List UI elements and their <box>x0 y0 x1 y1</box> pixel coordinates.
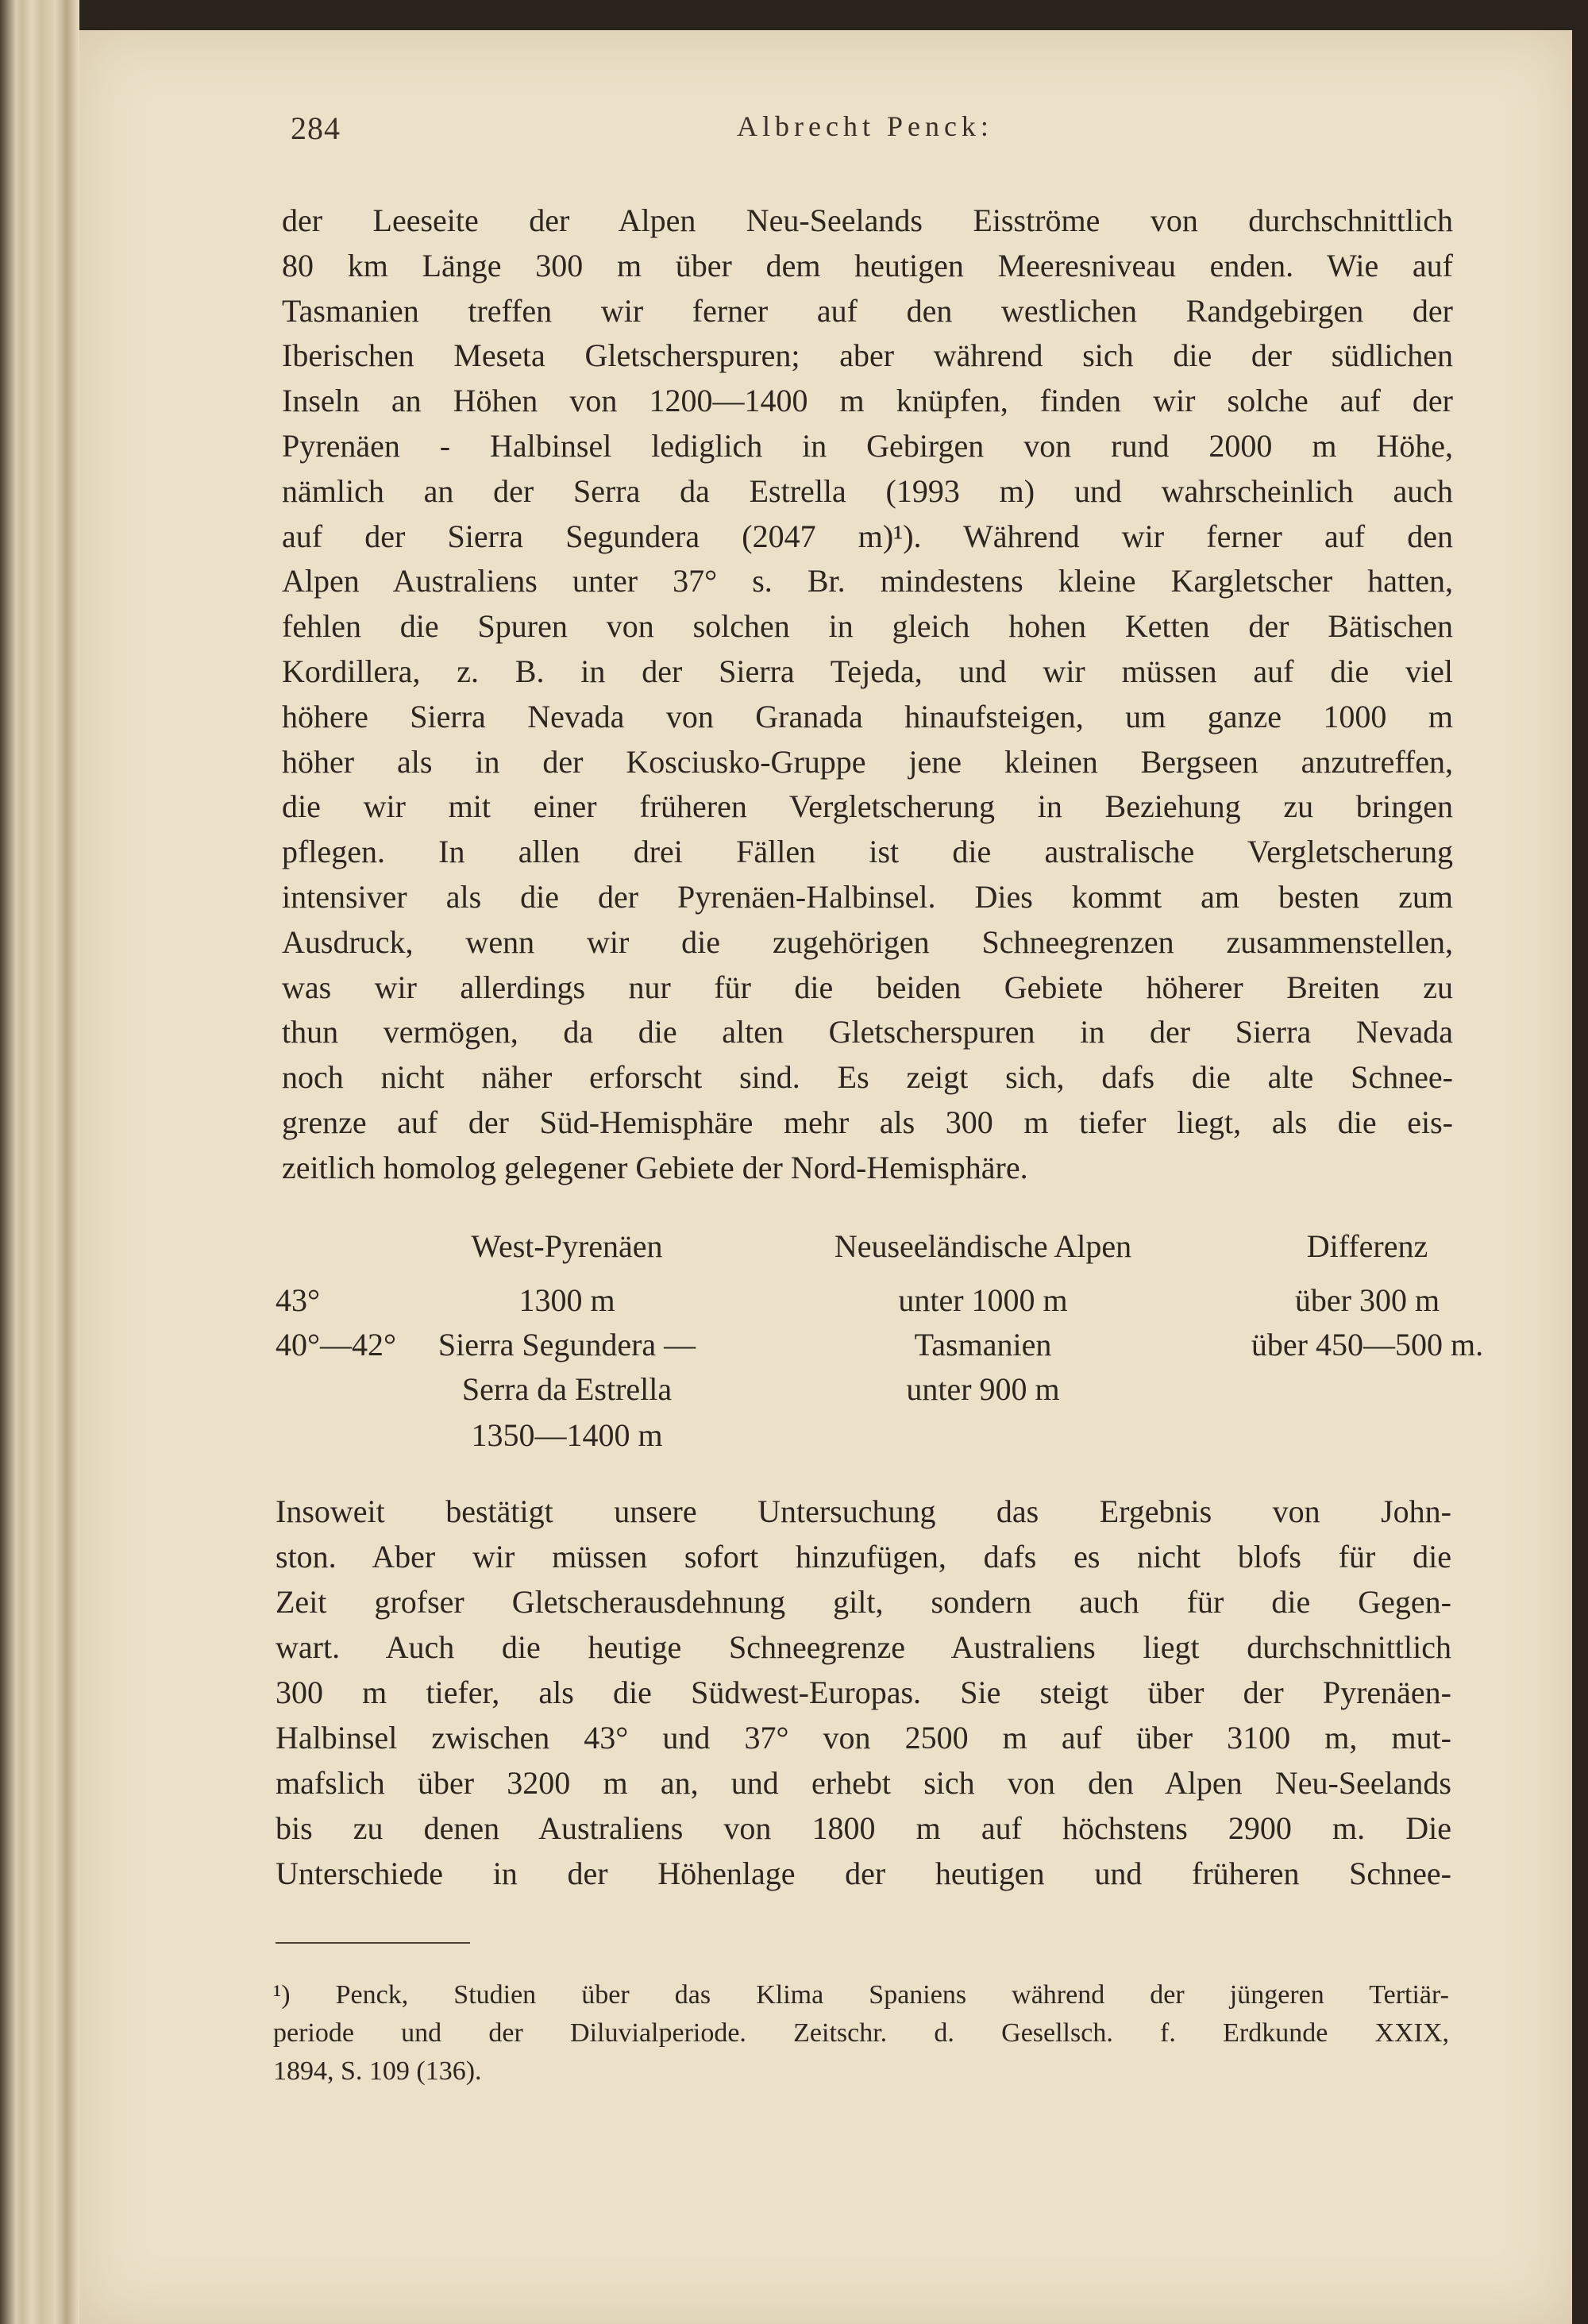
paragraph-1 <box>282 198 1453 1191</box>
footnote-line: periode und der Diluvialperiode. Zeitschr. d. Gesellsch. f. Erdkunde XXIX, <box>273 2018 1449 2048</box>
book-page-edges <box>0 0 79 2324</box>
footnote-divider <box>276 1942 470 1944</box>
footnote-block <box>273 1976 1449 2091</box>
text-line: die wir mit einer früheren Vergletscherung in Beziehung zu bringen <box>282 788 1453 825</box>
table-cell-new-zealand: Tasmanien <box>914 1327 1052 1362</box>
text-line: Ausdruck, wenn wir die zugehörigen Schneegrenzen zusammenstellen, <box>282 923 1453 960</box>
text-line: Pyrenäen - Halbinsel lediglich in Gebirgen von rund 2000 m Höhe, <box>282 427 1453 464</box>
table-cell-new-zealand: unter 1000 m <box>898 1282 1068 1318</box>
table-cell-west-pyrenees: 1350—1400 m <box>471 1417 663 1453</box>
table-cell-new-zealand: unter 900 m <box>906 1371 1060 1407</box>
text-line: thun vermögen, da die alten Gletscherspuren in der Sierra Nevada <box>282 1014 1453 1050</box>
footnote-line: ¹) Penck, Studien über das Klima Spaniens während der jüngeren Tertiär- <box>273 1980 1449 2010</box>
text-line: 300 m tiefer, als die Südwest-Europas. Sie steigt über der Pyrenäen- <box>276 1675 1451 1710</box>
text-line: mafslich über 3200 m an, und erhebt sich von den Alpen Neu-Seelands <box>276 1765 1451 1801</box>
text-line: fehlen die Spuren von solchen in gleich hohen Ketten der Bätischen <box>282 608 1453 645</box>
text-line: Zeit grofser Gletscherausdehnung gilt, sondern auch für die Gegen- <box>276 1584 1451 1620</box>
text-line: bis zu denen Australiens von 1800 m auf höchstens 2900 m. Die <box>276 1810 1451 1846</box>
text-line: Insoweit bestätigt unsere Untersuchung das Ergebnis von John- <box>276 1493 1451 1529</box>
text-line: Kordillera, z. B. in der Sierra Tejeda, und wir müssen auf die viel <box>282 653 1453 689</box>
snowline-table <box>276 1228 1484 1453</box>
text-line: zeitlich homolog gelegener Gebiete der Nord-Hemisphäre. <box>282 1149 1028 1185</box>
text-line: höhere Sierra Nevada von Granada hinaufsteigen, um ganze 1000 m <box>282 698 1453 734</box>
running-head-author: Albrecht Penck: <box>737 110 993 142</box>
text-line: wart. Auch die heutige Schneegrenze Australiens liegt durchschnittlich <box>276 1629 1451 1665</box>
table-header-difference: Differenz <box>1306 1228 1428 1264</box>
footnote-line: 1894, S. 109 (136). <box>273 2056 482 2086</box>
text-line: ston. Aber wir müssen sofort hinzufügen, dafs es nicht blofs für die <box>276 1539 1451 1574</box>
text-line: Inseln an Höhen von 1200—1400 m knüpfen, finden wir solche auf der <box>282 383 1453 419</box>
text-line: nämlich an der Serra da Estrella (1993 m) und wahrscheinlich auch <box>282 472 1453 509</box>
paragraph-2 <box>276 1489 1451 1896</box>
table-header-new-zealand-alps: Neuseeländische Alpen <box>834 1228 1132 1264</box>
text-line: grenze auf der Süd-Hemisphäre mehr als 300 m tiefer liegt, als die eis- <box>282 1104 1453 1140</box>
text-line: Alpen Australiens unter 37° s. Br. mindestens kleine Kargletscher hatten, <box>282 563 1453 599</box>
text-line: noch nicht näher erforscht sind. Es zeigt sich, dafs die alte Schnee- <box>282 1059 1453 1096</box>
text-line: Unterschiede in der Höhenlage der heutigen und früheren Schnee- <box>276 1856 1451 1891</box>
text-line: Iberischen Meseta Gletscherspuren; aber während sich die der südlichen <box>282 337 1453 374</box>
table-cell-west-pyrenees: Serra da Estrella <box>461 1371 673 1407</box>
text-line: intensiver als die der Pyrenäen-Halbinsel. Dies kommt am besten zum <box>282 878 1453 915</box>
text-line: 80 km Länge 300 m über dem heutigen Meeresniveau enden. Wie auf <box>282 247 1453 283</box>
table-cell-west-pyrenees: Sierra Segundera — <box>437 1327 696 1362</box>
text-line: der Leeseite der Alpen Neu-Seelands Eisströme von durchschnittlich <box>282 202 1453 238</box>
table-cell-latitude: 40°—42° <box>276 1327 396 1362</box>
page-number: 284 <box>291 110 341 146</box>
text-line: was wir allerdings nur für die beiden Gebiete höherer Breiten zu <box>282 969 1453 1005</box>
text-line: auf der Sierra Segundera (2047 m)¹). Während wir ferner auf den <box>282 518 1453 554</box>
table-header-west-pyrenees: West-Pyrenäen <box>471 1228 663 1264</box>
text-line: Tasmanien treffen wir ferner auf den westlichen Randgebirgen der <box>282 292 1453 329</box>
table-cell-latitude: 43° <box>276 1282 320 1318</box>
running-header <box>79 110 1572 157</box>
text-line: höher als in der Kosciusko-Gruppe jene kleinen Bergseen anzutreffen, <box>282 743 1453 780</box>
table-cell-difference: über 300 m <box>1294 1282 1440 1318</box>
table-cell-difference: über 450—500 m. <box>1251 1327 1484 1362</box>
text-line: Halbinsel zwischen 43° und 37° von 2500 m auf über 3100 m, mut- <box>276 1720 1451 1756</box>
text-line: pflegen. In allen drei Fällen ist die australische Vergletscherung <box>282 834 1453 870</box>
table-cell-west-pyrenees: 1300 m <box>518 1282 615 1318</box>
